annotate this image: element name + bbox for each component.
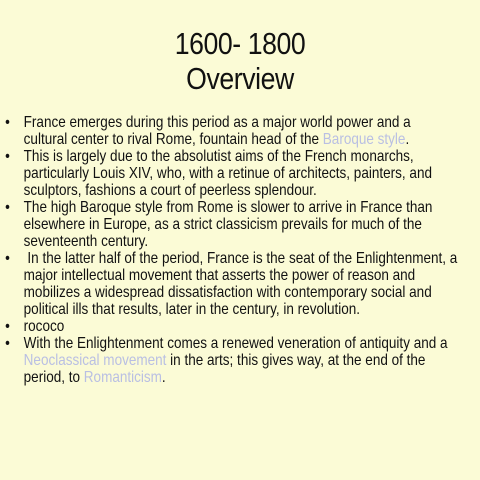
bullet-line: elsewhere in Europe, as a strict classicism prevails for much of the [23,216,422,233]
bullet-item-baroque [0,114,456,148]
bullet-list [0,114,456,386]
bullet-item-rococo [0,318,456,335]
bullet-marker: • [5,114,10,131]
bullet-text: . [405,131,410,148]
bullet-item-enlightenment [0,250,456,318]
bullet-line: particularly Louis XIV, who, with a retinue of architects, painters, and [23,165,432,182]
bullet-line: sculptors, fashions a court of peerless splendour. [23,182,317,199]
bullet-marker: • [5,318,10,335]
bullet-line [24,131,457,148]
bullet-line: France emerges during this period as a major world power and a [23,114,411,131]
bullet-marker: • [5,250,10,267]
bullet-text: in the arts; this gives way, at the end of the [166,352,426,369]
bullet-marker: • [5,199,10,216]
bullet-line: This is largely due to the absolutist aims of the French monarchs, [23,148,414,165]
neoclassical-movement-link[interactable]: Neoclassical movement [23,352,167,369]
bullet-line: With the Enlightenment comes a renewed veneration of antiquity and a [23,335,448,352]
bullet-text: . [161,369,166,386]
title-line-overview: Overview [186,61,294,96]
bullet-line [24,352,457,369]
bullet-marker: • [5,148,10,165]
bullet-item-neoclassical [0,335,456,386]
title-line-years: 1600- 1800 [174,26,306,61]
bullet-line: major intellectual movement that asserts the power of reason and [23,267,416,284]
baroque-style-link[interactable]: Baroque style [322,131,406,148]
bullet-line: political ills that results, later in the century, in revolution. [23,301,361,318]
bullet-text: period, to [23,369,84,386]
bullet-line: In the latter half of the period, France is the seat of the Enlightenment, a [23,250,458,267]
bullet-line: rococo [23,318,65,335]
romanticism-link[interactable]: Romanticism [83,369,162,386]
bullet-line: seventeenth century. [23,233,149,250]
bullet-text: cultural center to rival Rome, fountain head of the [23,131,323,148]
bullet-item-high-baroque [0,199,456,250]
bullet-item-absolutism [0,148,456,199]
bullet-line [24,369,457,386]
bullet-line: mobilizes a widespread dissatisfaction with contemporary social and [23,284,432,301]
bullet-marker: • [5,335,10,352]
bullet-line: The high Baroque style from Rome is slower to arrive in France than [23,199,433,216]
slide-title [34,26,447,96]
